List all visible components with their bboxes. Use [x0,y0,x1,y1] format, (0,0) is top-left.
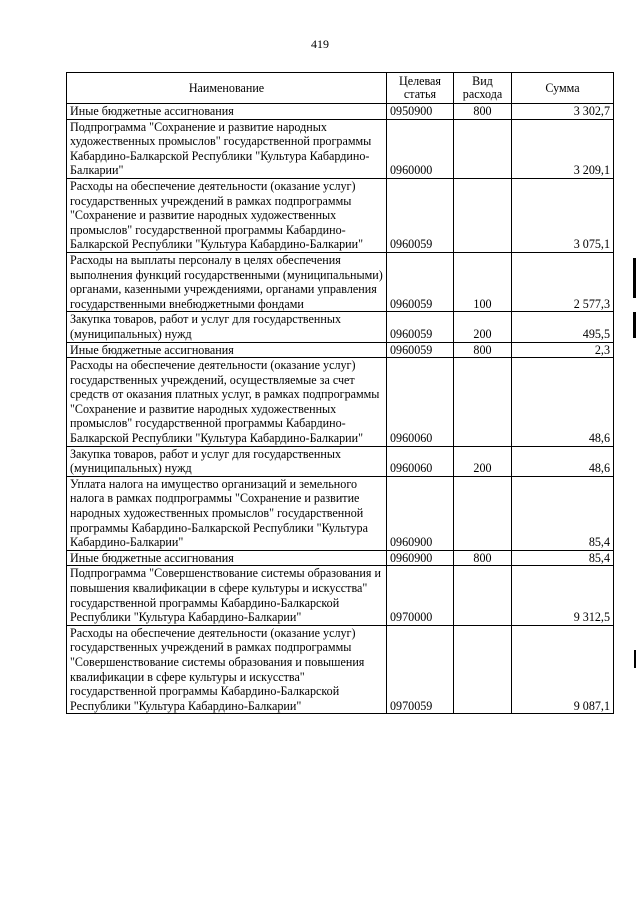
table-row [67,119,614,178]
cell-sum: 3 075,1 [512,178,614,252]
table-row [67,252,614,311]
cell-name: Расходы на обеспечение деятельности (оказание услуг) государственных учреждений, осуществляемые за счет средств от оказания платных услуг, в рамках подпрограммы "Сохранение и развитие народных художественных промыслов" государственной программы Кабардино-Балкарской Республики "Культура Кабардино-Балкарии" [67,358,387,447]
cell-target-article: 0950900 [387,104,454,120]
cell-name: Закупка товаров, работ и услуг для государственных (муниципальных) нужд [67,446,387,476]
cell-name: Расходы на обеспечение деятельности (оказание услуг) государственных учреждений в рамках подпрограммы "Совершенствование системы образования и повышения квалификации в сфере культуры и искусства" государственной программы Кабардино-Балкарской Республики "Культура Кабардино-Балкарии" [67,625,387,714]
table-row [67,550,614,566]
scan-edge-mark [634,650,636,668]
table-header-row [67,73,614,104]
table-row [67,178,614,252]
table-row [67,342,614,358]
cell-name: Уплата налога на имущество организаций и земельного налога в рамках подпрограммы "Сохранение и развитие народных художественных промыслов" государственной программы Кабардино-Балкарской Республики "Культура Кабардино-Балкарии" [67,476,387,550]
cell-name: Подпрограмма "Сохранение и развитие народных художественных промыслов" государственной программы Кабардино-Балкарской Республики "Культура Кабардино-Балкарии" [67,119,387,178]
scan-edge-mark [633,312,636,338]
page-number: 419 [311,37,329,51]
table-row [67,446,614,476]
cell-name: Расходы на обеспечение деятельности (оказание услуг) государственных учреждений в рамках подпрограммы "Сохранение и развитие народных художественных промыслов" государственной программы Кабардино-Балкарской Республики "Культура Кабардино-Балкарии" [67,178,387,252]
cell-name: Подпрограмма "Совершенствование системы образования и повышения квалификации в сфере культуры и искусства" государственной программы Кабардино-Балкарской Республики "Культура Кабардино-Балкарии" [67,566,387,625]
cell-expense-type [454,178,512,252]
table-row [67,625,614,714]
cell-expense-type: 200 [454,312,512,342]
scan-edge-mark [633,258,636,298]
cell-target-article: 0970000 [387,566,454,625]
cell-name: Расходы на выплаты персоналу в целях обеспечения выполнения функций государственными (муниципальными) органами, казенными учреждениями, органами управления государственными внебюджетными фондами [67,252,387,311]
cell-sum: 9 312,5 [512,566,614,625]
cell-expense-type: 100 [454,252,512,311]
cell-name: Иные бюджетные ассигнования [67,550,387,566]
cell-name: Закупка товаров, работ и услуг для государственных (муниципальных) нужд [67,312,387,342]
cell-expense-type: 800 [454,342,512,358]
cell-expense-type [454,476,512,550]
header-target-article: Целевая статья [387,73,454,104]
cell-target-article: 0970059 [387,625,454,714]
cell-expense-type: 200 [454,446,512,476]
header-expense-type: Вид расхода [454,73,512,104]
table-row [67,566,614,625]
cell-expense-type: 800 [454,104,512,120]
cell-name: Иные бюджетные ассигнования [67,104,387,120]
header-name: Наименование [67,73,387,104]
cell-sum: 2 577,3 [512,252,614,311]
cell-target-article: 0960900 [387,550,454,566]
cell-sum: 495,5 [512,312,614,342]
cell-target-article: 0960060 [387,446,454,476]
table-row [67,312,614,342]
cell-target-article: 0960059 [387,178,454,252]
cell-sum: 3 209,1 [512,119,614,178]
cell-expense-type: 800 [454,550,512,566]
cell-target-article: 0960060 [387,358,454,447]
cell-expense-type [454,358,512,447]
table-row [67,104,614,120]
cell-sum: 85,4 [512,550,614,566]
cell-target-article: 0960059 [387,252,454,311]
cell-sum: 9 087,1 [512,625,614,714]
cell-expense-type [454,119,512,178]
cell-name: Иные бюджетные ассигнования [67,342,387,358]
cell-target-article: 0960059 [387,342,454,358]
cell-expense-type [454,566,512,625]
cell-sum: 3 302,7 [512,104,614,120]
cell-sum: 48,6 [512,446,614,476]
cell-target-article: 0960000 [387,119,454,178]
cell-target-article: 0960059 [387,312,454,342]
cell-sum: 48,6 [512,358,614,447]
cell-target-article: 0960900 [387,476,454,550]
budget-table [66,72,614,714]
header-sum: Сумма [512,73,614,104]
table-row [67,358,614,447]
cell-expense-type [454,625,512,714]
cell-sum: 2,3 [512,342,614,358]
table-row [67,476,614,550]
cell-sum: 85,4 [512,476,614,550]
